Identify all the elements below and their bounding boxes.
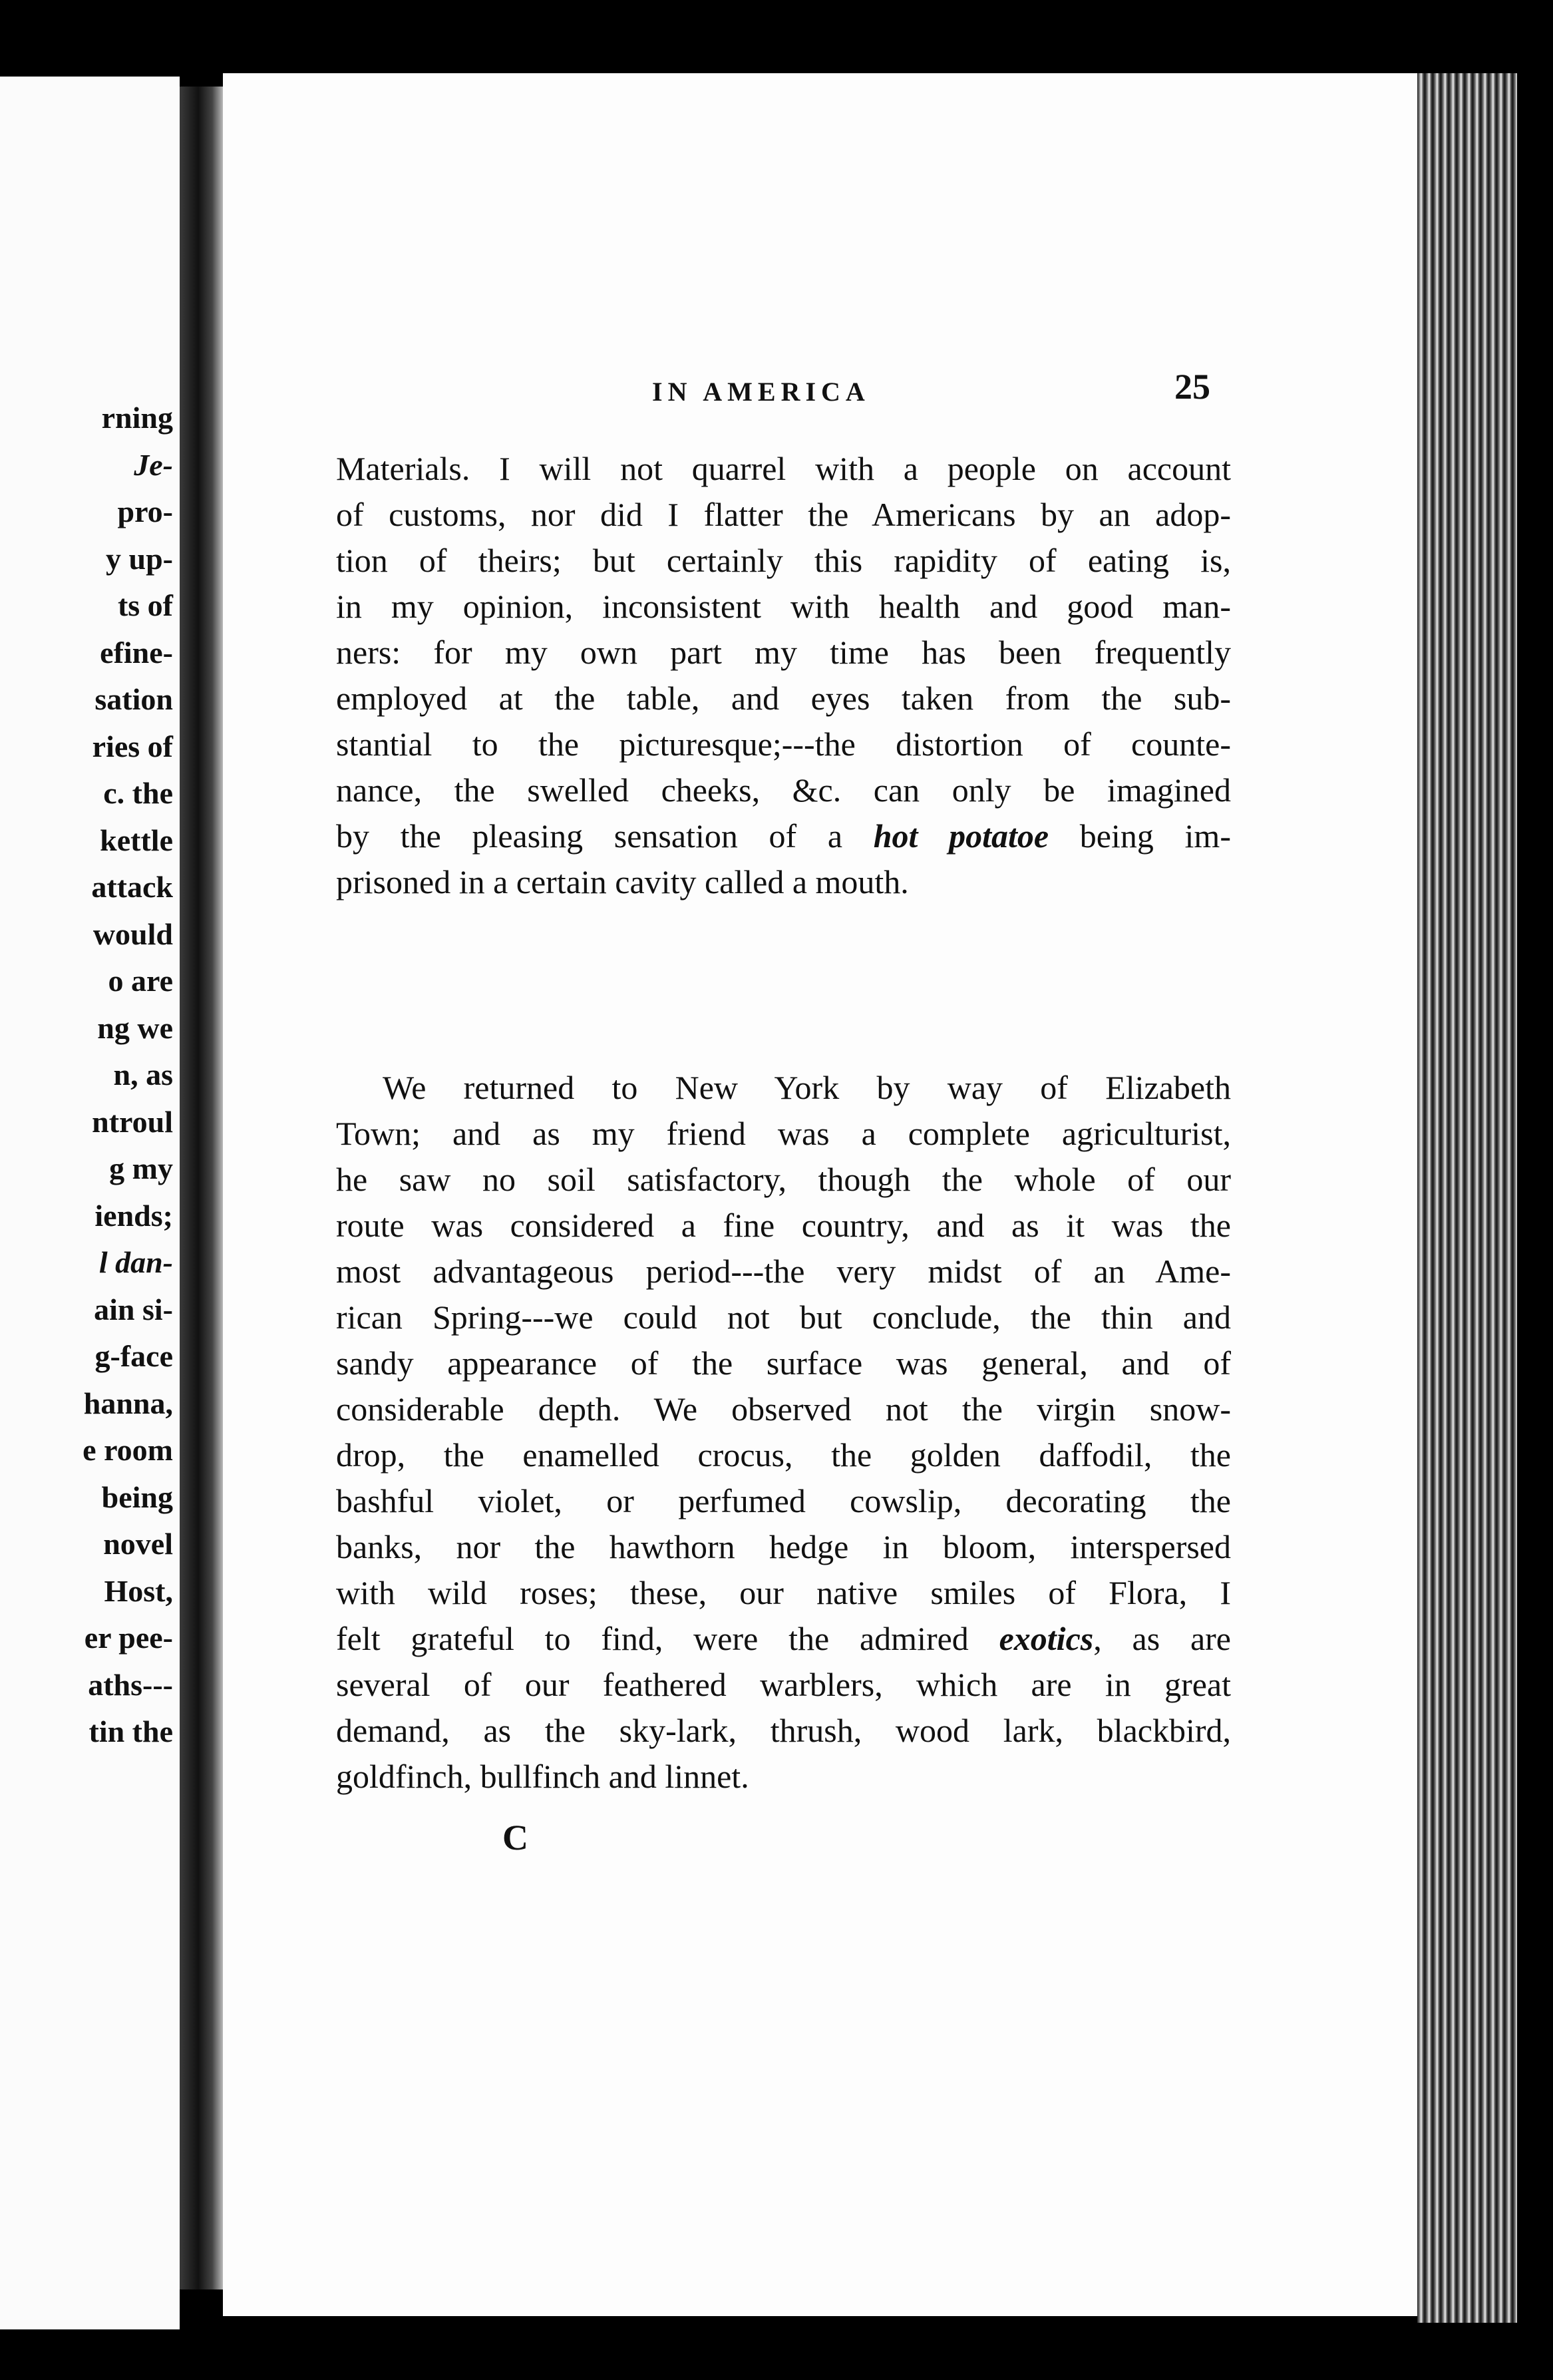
left-page-text-fragment: g-face [94,1339,173,1373]
text-line: rican Spring---we could not but conclude, the thin and [336,1298,1231,1336]
text-line: Materials. I will not quarrel with a people on account [336,450,1231,487]
paragraph-1 [336,446,1231,905]
left-page-text-fragment: efine- [100,635,173,670]
left-page-text-fragment: rning [101,401,173,435]
left-page-fragment [0,77,180,2329]
left-page-text-fragment: aths--- [88,1667,173,1702]
text-line: route was considered a fine country, and as it was the [336,1207,1231,1244]
left-page-text-fragment: l dan- [98,1245,173,1279]
text-line: bashful violet, or perfumed cowslip, decorating the [336,1482,1231,1519]
left-page-text-fragment: e room [83,1433,173,1467]
text-line: Town; and as my friend was a complete agriculturist, [336,1115,1231,1152]
book-gutter [180,87,226,2289]
text-line: several of our feathered warblers, which are in great [336,1666,1231,1703]
text-line: he saw no soil satisfactory, though the whole of our [336,1161,1231,1198]
left-page-text-fragment: tin the [88,1714,173,1748]
left-page-text-fragment: Je- [134,447,173,482]
left-page-text-fragment: being [101,1480,173,1514]
text-line: with wild roses; these, our native smiles of Flora, I [336,1574,1231,1611]
signature-mark: C [502,1818,528,1858]
text-line: in my opinion, inconsistent with health and good man- [336,588,1231,625]
text-line: felt grateful to find, were the admired exotics, as are [336,1620,1231,1657]
left-page-text-fragment: sation [94,682,173,716]
text-line: nance, the swelled cheeks, &c. can only be imagined [336,771,1231,809]
text-line: most advantageous period---the very midst of an Ame- [336,1253,1231,1290]
text-line: goldfinch, bullfinch and linnet. [336,1758,749,1795]
left-page-text-fragment: ain si- [94,1292,173,1326]
text-line: prisoned in a certain cavity called a mouth. [336,863,909,900]
text-line: by the pleasing sensation of a hot potatoe being im- [336,817,1231,855]
left-page-text-fragment: y up- [106,541,173,576]
text-line: sandy appearance of the surface was general, and of [336,1344,1231,1382]
left-page-text-fragment: attack [91,870,173,904]
left-page-text-fragment: Host, [104,1573,173,1608]
left-page-text-fragment: c. the [103,776,173,810]
text-line: considerable depth. We observed not the virgin snow- [336,1390,1231,1428]
left-page-text-fragment: o are [108,964,173,998]
left-page-text-fragment: ng we [97,1010,173,1045]
text-line: stantial to the picturesque;---the distortion of counte- [336,725,1231,763]
left-page-text-fragment: ts of [117,588,173,622]
text-line: of customs, nor did I flatter the Americans by an adop- [336,496,1231,533]
text-line: ners: for my own part my time has been frequently [336,634,1231,671]
text-line: We returned to New York by way of Elizabeth [383,1069,1231,1106]
left-page-text-fragment: ries of [92,729,173,763]
page-fore-edge [1417,73,1517,2323]
paragraph-2 [336,1065,1231,1800]
text-line: tion of theirs; but certainly this rapidity of eating is, [336,542,1231,579]
left-page-text-fragment: hanna, [83,1386,173,1420]
left-page-text-fragment: ntroul [92,1104,173,1139]
text-line: demand, as the sky-lark, thrush, wood lark, blackbird, [336,1712,1231,1749]
running-head: IN AMERICA [652,377,870,407]
left-page-text-fragment: n, as [113,1058,173,1091]
left-page-text-fragment: novel [103,1527,173,1561]
left-page-text-fragment: iends; [94,1198,173,1233]
left-page-text-fragment: pro- [117,495,173,528]
left-page-text-fragment: kettle [100,823,173,857]
text-line: employed at the table, and eyes taken from the sub- [336,680,1231,717]
left-page-text-fragment: g my [109,1151,173,1185]
text-line: banks, nor the hawthorn hedge in bloom, interspersed [336,1528,1231,1565]
left-page-text-fragment: er pee- [84,1621,173,1655]
text-line: drop, the enamelled crocus, the golden daffodil, the [336,1436,1231,1474]
left-page-text-fragment: would [92,916,173,951]
page-number: 25 [1174,367,1210,407]
